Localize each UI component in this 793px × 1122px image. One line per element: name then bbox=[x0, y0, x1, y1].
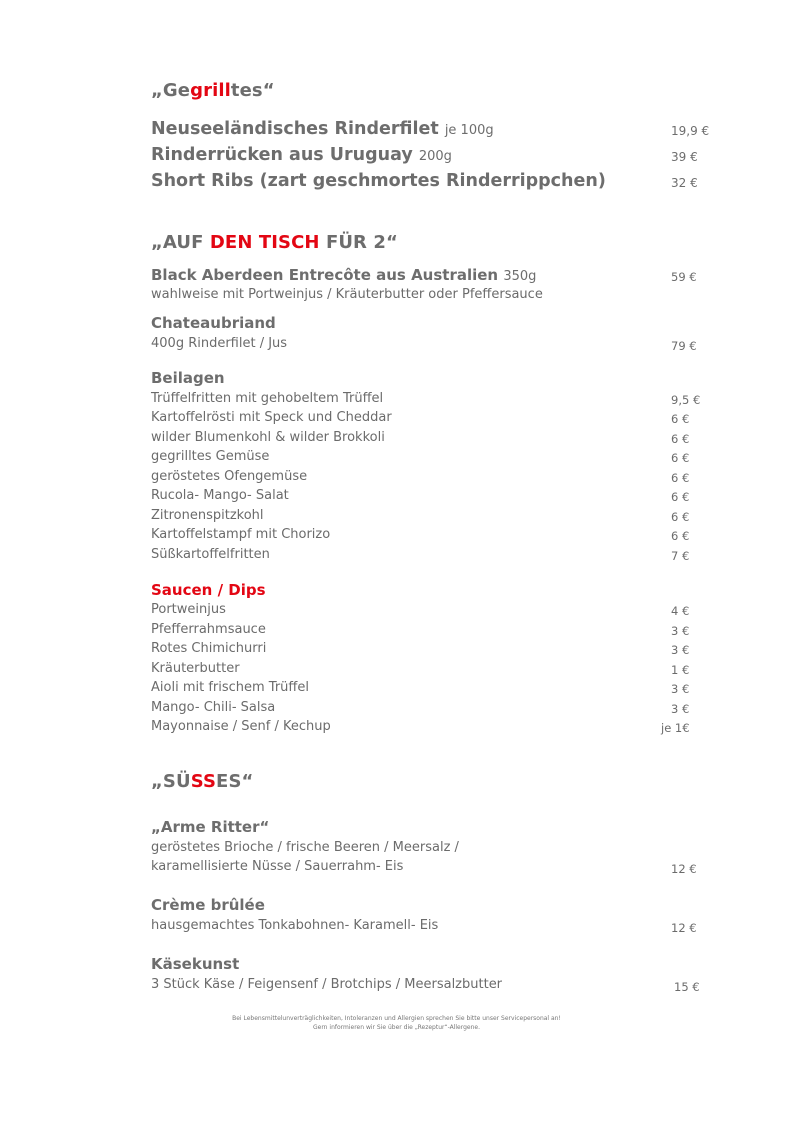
list-item-price: 9,5 € bbox=[671, 393, 701, 407]
list-item-price: 6 € bbox=[671, 451, 690, 465]
list-item-price: 3 € bbox=[671, 702, 690, 716]
menu-item-description: wahlweise mit Portweinjus / Kräuterbutter oder Pfeffersauce bbox=[151, 287, 543, 302]
menu-item-description: hausgemachtes Tonkabohnen- Karamell- Eis bbox=[151, 918, 439, 933]
list-item-price: 6 € bbox=[671, 432, 690, 446]
subsection-title-saucen: Saucen / Dips bbox=[151, 581, 266, 599]
allergy-note-line-1: Bei Lebensmittelunverträglichkeiten, Intoleranzen und Allergien sprechen Sie bitte unser Servicepersonal an! bbox=[232, 1015, 561, 1022]
menu-item-price: 39 € bbox=[671, 150, 698, 164]
list-item: Mango- Chili- Salsa bbox=[151, 700, 276, 715]
list-item-price: 3 € bbox=[671, 624, 690, 638]
menu-item-name: Chateaubriand bbox=[151, 314, 276, 332]
list-item-price: 6 € bbox=[671, 529, 690, 543]
list-item: Pfefferrahmsauce bbox=[151, 622, 266, 637]
list-item: gegrilltes Gemüse bbox=[151, 449, 270, 464]
menu-item-price: 19,9 € bbox=[671, 124, 710, 138]
list-item-price: 4 € bbox=[671, 604, 690, 618]
list-item: Kartoffelrösti mit Speck und Cheddar bbox=[151, 410, 392, 425]
menu-item-description: geröstetes Brioche / frische Beeren / Meersalz / bbox=[151, 840, 459, 855]
menu-item-name: Rinderrücken aus Uruguay 200g bbox=[151, 145, 452, 165]
list-item-price: 3 € bbox=[671, 682, 690, 696]
menu-item-description: karamellisierte Nüsse / Sauerrahm- Eis bbox=[151, 859, 404, 874]
menu-item-name: „Arme Ritter“ bbox=[151, 818, 270, 836]
menu-item-description: 3 Stück Käse / Feigensenf / Brotchips / Meersalzbutter bbox=[151, 977, 503, 992]
menu-item-price: 15 € bbox=[674, 980, 700, 994]
list-item: Kräuterbutter bbox=[151, 661, 240, 676]
list-item-price: 6 € bbox=[671, 471, 690, 485]
list-item-price: 6 € bbox=[671, 412, 690, 426]
menu-item-price: 12 € bbox=[671, 862, 697, 876]
list-item: Süßkartoffelfritten bbox=[151, 547, 270, 562]
list-item: geröstetes Ofengemüse bbox=[151, 469, 308, 484]
menu-item-price: 12 € bbox=[671, 921, 697, 935]
section-title-suesses: „SÜSSES“ bbox=[151, 771, 254, 792]
list-item-price: je 1€ bbox=[661, 721, 690, 735]
menu-item-name: Käsekunst bbox=[151, 955, 240, 973]
menu-item-name: Crème brûlée bbox=[151, 896, 265, 914]
menu-item-description: 400g Rinderfilet / Jus bbox=[151, 336, 288, 351]
list-item: Rotes Chimichurri bbox=[151, 641, 267, 656]
list-item-price: 1 € bbox=[671, 663, 690, 677]
list-item-price: 6 € bbox=[671, 510, 690, 524]
list-item: Trüffelfritten mit gehobeltem Trüffel bbox=[151, 391, 384, 406]
allergy-note-line-2: Gern informieren wir Sie über die „Rezeptur“-Allergene. bbox=[312, 1024, 481, 1031]
list-item: wilder Blumenkohl & wilder Brokkoli bbox=[151, 430, 385, 445]
menu-item-price: 32 € bbox=[671, 176, 698, 190]
list-item: Mayonnaise / Senf / Kechup bbox=[151, 719, 331, 734]
menu-item-name: Black Aberdeen Entrecôte aus Australien 350g bbox=[151, 266, 537, 284]
subsection-title-beilagen: Beilagen bbox=[151, 369, 225, 387]
menu-item-name: Neuseeländisches Rinderfilet je 100g bbox=[151, 119, 494, 139]
list-item-price: 7 € bbox=[671, 549, 690, 563]
list-item-price: 3 € bbox=[671, 643, 690, 657]
menu-item-name: Short Ribs (zart geschmortes Rinderrippchen) bbox=[151, 171, 606, 191]
list-item: Zitronenspitzkohl bbox=[151, 508, 264, 523]
menu-item-price: 79 € bbox=[671, 339, 697, 353]
list-item: Rucola- Mango- Salat bbox=[151, 488, 289, 503]
list-item: Kartoffelstampf mit Chorizo bbox=[151, 527, 331, 542]
list-item-price: 6 € bbox=[671, 490, 690, 504]
list-item: Portweinjus bbox=[151, 602, 226, 617]
section-title-auf-den-tisch: „AUF DEN TISCH FÜR 2“ bbox=[151, 232, 398, 253]
section-title-gegrilltes: „Gegrilltes“ bbox=[151, 80, 275, 101]
menu-item-price: 59 € bbox=[671, 270, 697, 284]
list-item: Aioli mit frischem Trüffel bbox=[151, 680, 309, 695]
